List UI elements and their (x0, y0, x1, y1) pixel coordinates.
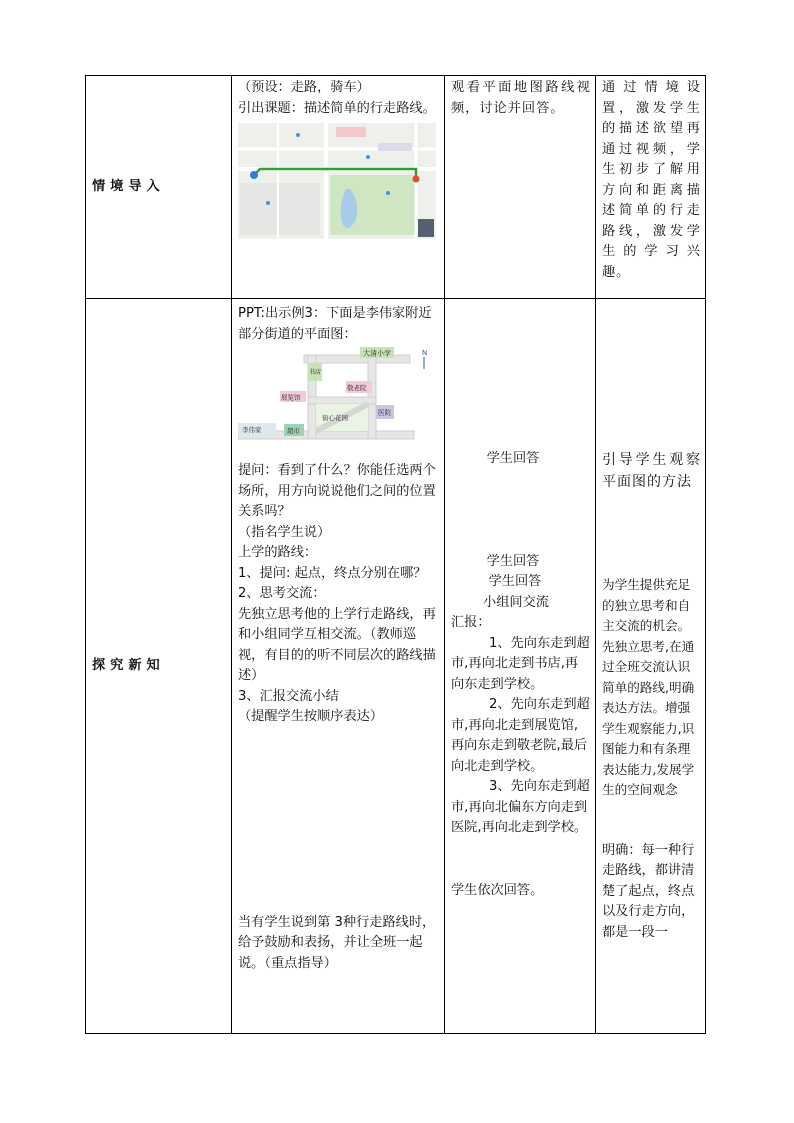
design-intent-cell (596, 299, 706, 1034)
map-label: 敬老院 (347, 384, 367, 392)
section-title: 情境导入 (86, 76, 232, 299)
student-activity-cell (445, 76, 596, 299)
student-line: 学生回答 (486, 451, 540, 466)
teacher-line: 当有学生说到第 3种行走路线时，给予鼓励和表扬，并让全班一起说。（重点指导） (238, 914, 436, 971)
intent-text: 为学生提供充足的独立思考和自主交流的机会。先独立思考,在通过全班交流认识简单的路线,明确表达方法。增强学生观察能力,识图能力和有条理表达能力,发展学生的空间观念 (602, 577, 695, 797)
section-title: 探究新知 (86, 299, 232, 1034)
teacher-line: （指名学生说） (238, 524, 331, 540)
teacher-line: （预设：走路，骑车） (238, 80, 370, 95)
design-intent-cell (596, 76, 706, 299)
teacher-activity-cell (232, 299, 445, 1034)
student-line: 学生回答 (486, 553, 540, 569)
student-line: 汇报： (451, 615, 491, 630)
north-label: N (422, 349, 428, 357)
student-line: 1、先向东走到超市,再向北走到书店,再向东走到学校。 (451, 635, 590, 692)
student-line: 学生回答 (488, 574, 542, 589)
street-plan-map (238, 347, 440, 457)
teacher-activity-cell (232, 76, 445, 299)
student-line: 观看平面地图路线视频，讨论并回答。 (451, 80, 591, 116)
route-map-image (238, 123, 440, 239)
map-label: 超市 (287, 427, 300, 435)
map-label: 街心花园 (322, 414, 348, 422)
table-row (86, 76, 706, 299)
teacher-intro: PPT:出示例3：下面是李伟家附近部分街道的平面图： (238, 306, 432, 342)
teacher-line: 提问：看到了什么？你能任选两个场所，用方向说说他们之间的位置关系吗？ (238, 463, 436, 519)
map-label: 展览馆 (281, 393, 301, 402)
map-label: 医院 (378, 408, 391, 417)
student-line: 2、先向东走到超市,再向北走到展览馆,再向东走到敬老院,最后向北走到学校。 (451, 697, 590, 774)
student-activity-cell (445, 299, 596, 1034)
student-line: 学生依次回答。 (451, 882, 544, 898)
table-row (86, 299, 706, 1034)
teacher-line: 2、思考交流： (238, 586, 326, 601)
lesson-plan-table (85, 75, 706, 1034)
student-line: 小组间交流 (483, 594, 549, 610)
teacher-line: 3、汇报交流小结 (238, 688, 339, 704)
teacher-line: 1、提问: 起点，终点分别在哪？ (238, 565, 427, 581)
teacher-line: 引出课题：描述简单的行走路线。 (238, 100, 436, 116)
intent-text: 明确：每一种行走路线，都讲清楚了起点，终点以及行走方向，都是一段一 (602, 842, 695, 940)
teacher-line: 先独立思考他的上学行走路线，再和小组同学互相交流。（教师巡视，有目的的听不同层次的路线描述） (238, 606, 436, 683)
intent-text: 引导学生观察平面图的方法 (602, 452, 701, 490)
map-label: 书店 (309, 369, 322, 376)
teacher-line: （提醒学生按顺序表达） (238, 709, 384, 724)
teacher-line: 上学的路线： (238, 545, 318, 560)
map-label: 李伟家 (242, 426, 262, 434)
intent-text: 通过情境设置，激发学生的描述欲望再通过视频，学生初步了解用方向和距离描述简单的行走路线，激发学生的学习兴趣。 (602, 80, 701, 280)
student-line: 3、先向东走到超市,再向北偏东方向走到医院,再向北走到学校。 (451, 779, 590, 835)
map-label: 大清小学 (363, 349, 391, 358)
